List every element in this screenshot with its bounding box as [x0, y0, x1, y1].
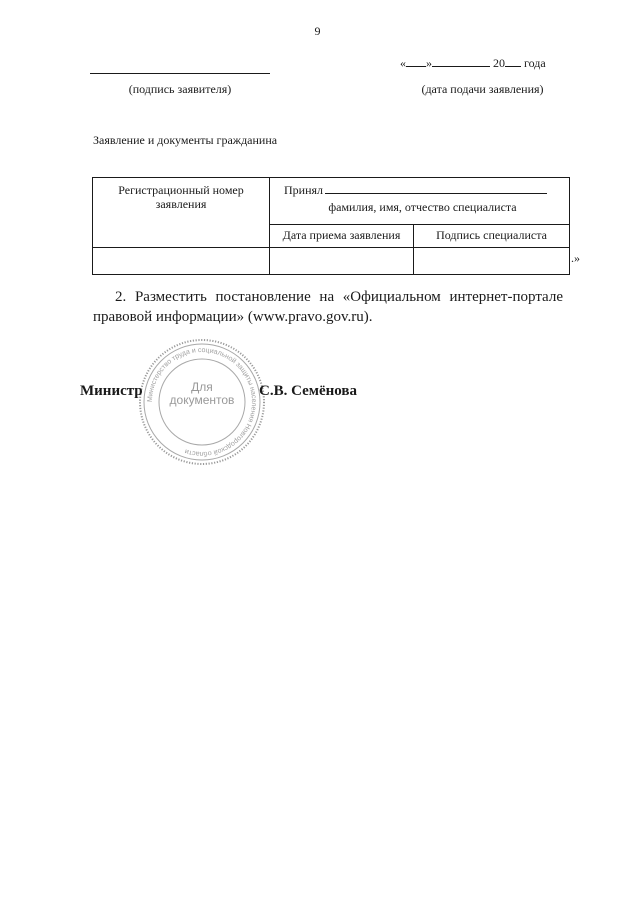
seal-label — [137, 381, 267, 407]
submission-date-line — [400, 55, 546, 71]
applicant-signature-caption: (подпись заявителя) — [128, 82, 232, 96]
date-year-prefix: 20 — [493, 56, 505, 70]
seal-label-line1: Для — [191, 380, 213, 394]
registration-table — [92, 177, 570, 275]
date-close-quote: » — [426, 56, 432, 70]
seal-label-line2: документов — [169, 393, 235, 407]
date-open-quote: « — [400, 56, 406, 70]
paragraph-2 — [93, 287, 563, 327]
applicant-signature-line — [90, 73, 270, 74]
page-number: 9 — [314, 24, 321, 38]
seal-ring-text: Министерство труда и социальной защиты населения Новгородской области — [146, 346, 258, 458]
reg-number-header: Регистрационный номер заявления — [93, 178, 270, 248]
month-blank — [432, 55, 490, 67]
day-blank — [406, 55, 426, 67]
specialist-signature-cell — [414, 248, 570, 275]
minister-name: С.В. Семёнова — [259, 383, 358, 399]
year-blank — [505, 55, 521, 67]
accepted-blank — [325, 182, 547, 194]
specialist-signature-header: Подпись специалиста — [414, 225, 570, 248]
paragraph-2-text: 2. Разместить постановление на «Официальном интернет-портале правовой информации» (www.pravo.gov.ru). — [93, 289, 563, 325]
receipt-date-cell — [270, 248, 414, 275]
date-year-suffix: года — [524, 56, 546, 70]
table-closing-quote: .» — [571, 251, 580, 265]
specialist-fio-caption: фамилия, имя, отчество специалиста — [328, 200, 517, 214]
accepted-label: Принял — [284, 183, 324, 197]
applicant-docs-label: Заявление и документы гражданина — [93, 133, 278, 147]
reg-number-cell — [93, 248, 270, 275]
accepted-cell — [270, 178, 570, 225]
submission-date-caption: (дата подачи заявления) — [421, 82, 544, 96]
receipt-date-header: Дата приема заявления — [270, 225, 414, 248]
minister-title: Министр — [80, 383, 143, 399]
